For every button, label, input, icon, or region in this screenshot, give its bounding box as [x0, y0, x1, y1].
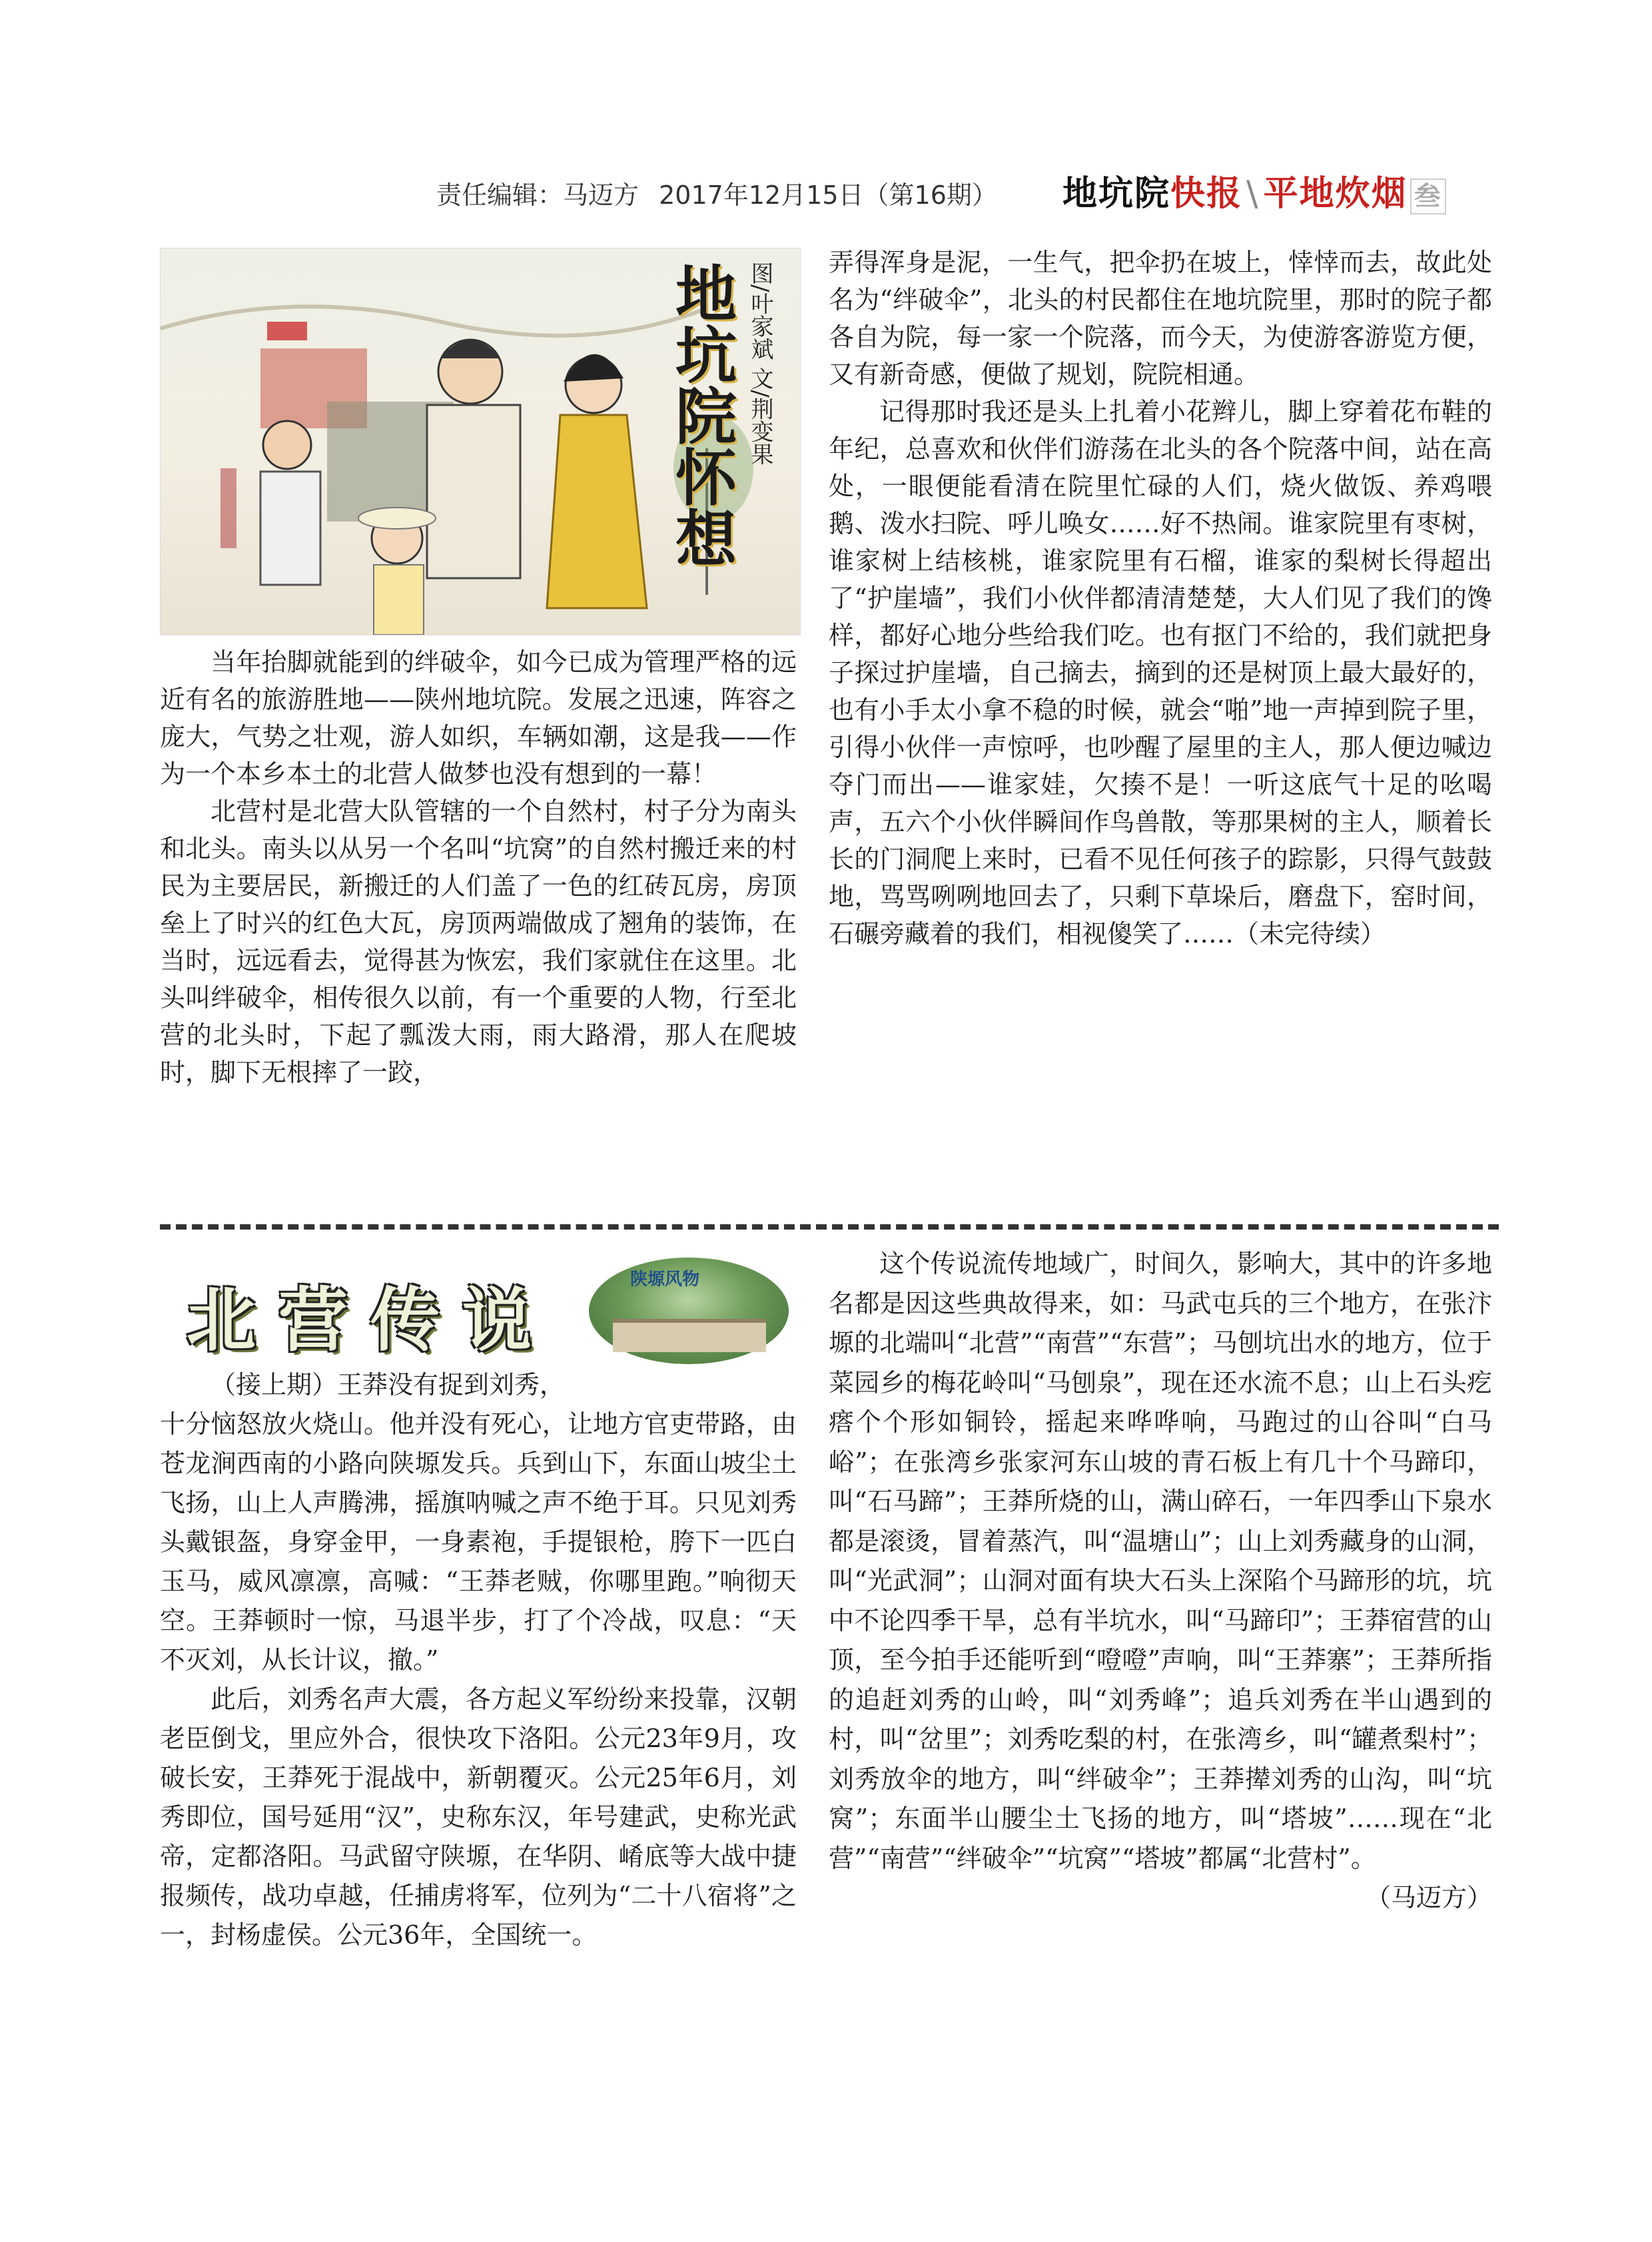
- photo-caption: 陕塬风物: [630, 1270, 700, 1290]
- paragraph: 此后，刘秀名声大震，各方起义军纷纷来投靠，汉朝老臣倒戈，里应外合，很快攻下洛阳。公元23年9月，攻破长安，王莽死于混战中，新朝覆灭。公元25年6月，刘秀即位，国号延用“汉”，史称东汉，年号建武，史称光武帝，定都洛阳。马武留守陕塬，在华阴、崤底等大战中捷报频传，战功卓越，任捕虏将军，位列为“二十八宿将”之一，封杨虚侯。公元36年，全国统一。: [160, 1684, 797, 1950]
- editor-label: 责任编辑：马迈方: [436, 181, 639, 210]
- section-divider: [160, 1224, 1499, 1230]
- paragraph: （接上期）王莽没有捉到刘秀，: [210, 1370, 566, 1399]
- page-number: 叁: [1410, 179, 1446, 214]
- article1-right-column: [829, 244, 1492, 952]
- article-title: 地坑院怀想: [665, 262, 737, 568]
- paragraph: 十分恼怒放火烧山。他并没有死心，让地方官吏带路，由苍龙涧西南的小路向陕塬发兵。兵到山下，东面山坡尘土飞扬，山上人声腾沸，摇旗呐喊之声不绝于耳。只见刘秀头戴银盔，身穿金甲，一身素袍，手提银枪，胯下一匹白玉马，威风凛凛，高喊：“王莽老贼，你哪里跑。”响彻天空。王莽顿时一惊，马退半步，打了个冷战，叹息：“天不灭刘，从长计议，撤。”: [160, 1409, 797, 1675]
- paragraph: 北营村是北营大队管辖的一个自然村，村子分为南头和北头。南头以从另一个名叫“坑窝”的自然村搬迁来的村民为主要居民，新搬迁的人们盖了一色的红砖瓦房，房顶垒上了时兴的红色大瓦，房顶两端做成了翘角的装饰，在当时，远远看去，觉得甚为恢宏，我们家就住在这里。北头叫绊破伞，相传很久以前，有一个重要的人物，行至北营的北头时，下起了瓢泼大雨，雨大路滑，那人在爬坡时，脚下无根摔了一跤，: [160, 797, 797, 1087]
- paragraph: 当年抬脚就能到的绊破伞，如今已成为管理严格的远近有名的旅游胜地——陕州地坑院。发展之迅速，阵容之庞大，气势之壮观，游人如织，车辆如潮，这是我——作为一个本乡本土的北营人做梦也没有想到的一幕！: [160, 647, 797, 789]
- article2-right-column: [829, 1244, 1492, 1918]
- masthead-name: 地坑院: [1062, 174, 1171, 214]
- painting-title-block: [665, 262, 784, 621]
- photo-wall-shape: [613, 1319, 766, 1352]
- issue-date: 2017年12月15日（第16期）: [659, 181, 997, 210]
- paragraph: 弄得浑身是泥，一生气，把伞扔在坡上，悻悻而去，故此处名为“绊破伞”，北头的村民都住在地坑院里，那时的院子都各自为院，每一家一个院落，而今天，为使游客游览方便，又有新奇感，便做了规划，院院相通。: [829, 248, 1492, 389]
- legend-title: 北营传说: [187, 1279, 555, 1361]
- illustration-painting: [160, 248, 801, 635]
- newspaper-masthead: [1062, 165, 1446, 215]
- article2-left-column: [160, 1365, 797, 1955]
- article-credit: 图/叶家斌 文/荆变果: [747, 262, 773, 466]
- masthead-news: 快报: [1170, 174, 1243, 214]
- page-header-meta: [436, 175, 1009, 211]
- section-name: 平地炊烟: [1263, 174, 1408, 214]
- author-signature: （马迈方）: [1365, 1883, 1492, 1912]
- article1-left-column: [160, 643, 797, 1091]
- masthead-separator: \: [1246, 174, 1260, 214]
- paragraph: 记得那时我还是头上扎着小花辫儿，脚上穿着花布鞋的年纪，总喜欢和伙伴们游荡在北头的各个院落中间，站在高处，一眼便能看清在院里忙碌的人们，烧火做饭、养鸡喂鹅、泼水扫院、呼儿唤女……好不热闹。谁家院里有枣树，谁家树上结核桃，谁家院里有石榴，谁家的梨树长得超出了“护崖墙”，我们小伙伴都清清楚楚，大人们见了我们的馋样，都好心地分些给我们吃。也有抠门不给的，我们就把身子探过护崖墙，自己摘去，摘到的还是树顶上最大最好的，也有小手太小拿不稳的时候，就会“啪”地一声掉到院子里，引得小伙伴一声惊呼，也吵醒了屋里的主人，那人便边喊边夺门而出——谁家娃，欠揍不是！一听这底气十足的吆喝声，五六个小伙伴瞬间作鸟兽散，等那果树的主人，顺着长长的门洞爬上来时，已看不见任何孩子的踪影，只得气鼓鼓地，骂骂咧咧地回去了，只剩下草垛后，磨盘下，窑时间，石碾旁藏着的我们，相视傻笑了……（未完待续）: [829, 397, 1492, 948]
- paragraph: 这个传说流传地域广，时间久，影响大，其中的许多地名都是因这些典故得来，如：马武屯兵的三个地方，在张汴塬的北端叫“北营”“南营”“东营”；马刨坑出水的地方，位于菜园乡的梅花岭叫“马刨泉”，现在还水流不息；山上石头疙瘩个个形如铜铃，摇起来哗哗响，马跑过的山谷叫“白马峪”；在张湾乡张家河东山坡的青石板上有几十个马蹄印，叫“石马蹄”；王莽所烧的山，满山碎石，一年四季山下泉水都是滚烫，冒着蒸汽，叫“温塘山”；山上刘秀藏身的山洞，叫“光武洞”；山洞对面有块大石头上深陷个马蹄形的坑，坑中不论四季干旱，总有半坑水，叫“马蹄印”；王莽宿营的山顶，至今拍手还能听到“噔噔”声响，叫“王莽寨”；王莽所指的追赶刘秀的山岭，叫“刘秀峰”；追兵刘秀在半山遇到的村，叫“岔里”；刘秀吃梨的村，在张湾乡，叫“罐煮梨村”；刘秀放伞的地方，叫“绊破伞”；王莽撵刘秀的山沟，叫“坑窝”；东面半山腰尘土飞扬的地方，叫“塔坡”……现在“北营”“南营”“绊破伞”“坑窝”“塔坡”都属“北营村”。: [829, 1249, 1492, 1873]
